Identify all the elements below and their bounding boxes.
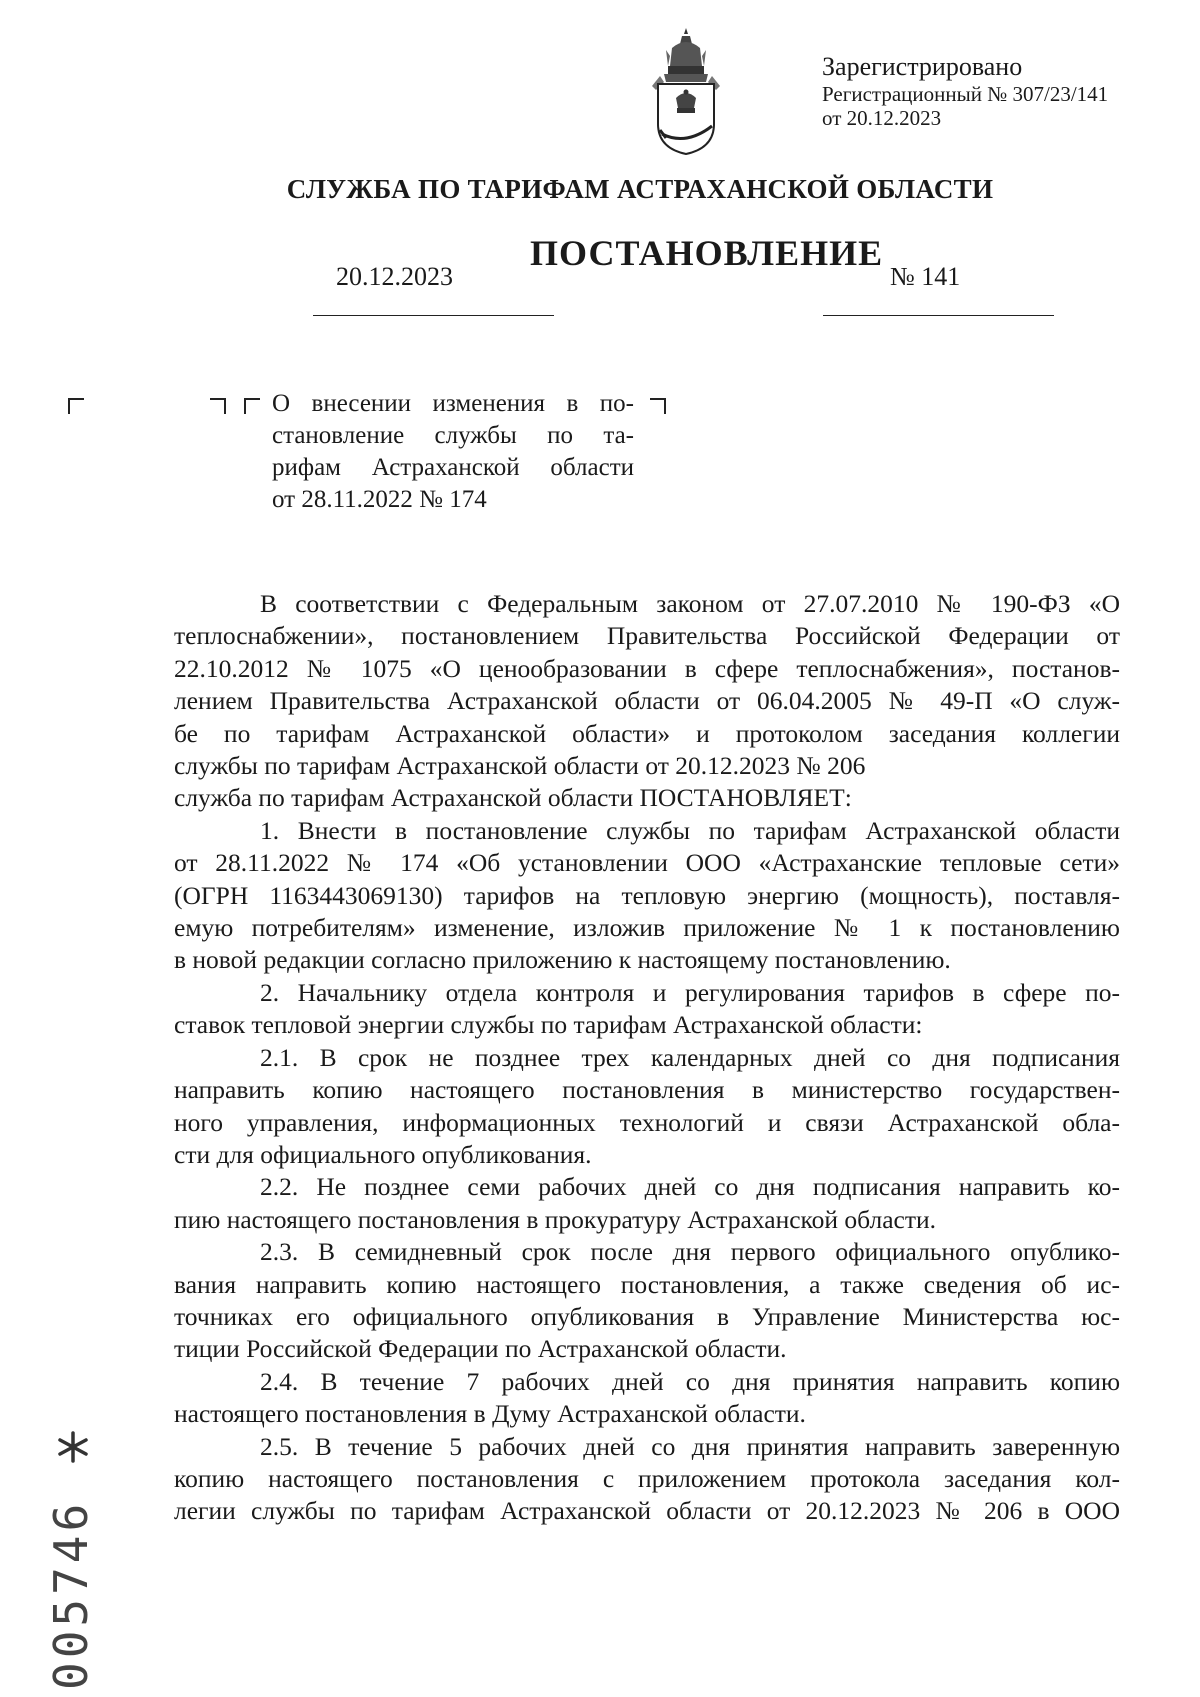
document-date: 20.12.2023 xyxy=(336,262,453,291)
body-line: копию настоящего постановления с приложением протокола заседания кол- xyxy=(174,1463,1120,1493)
body-line: служба по тарифам Астраханской области ПОСТАНОВЛЯЕТ: xyxy=(174,783,852,813)
body-line: легии службы по тарифам Астраханской области от 20.12.2023 № 206 в ООО xyxy=(174,1496,1120,1526)
subject-line: рифам Астраханской области xyxy=(272,454,634,481)
body-line: тиции Российской Федерации по Астраханской области. xyxy=(174,1334,787,1364)
body-line: лением Правительства Астраханской области от 06.04.2005 № 49-П «О служ- xyxy=(174,686,1120,716)
body-line: сти для официального опубликования. xyxy=(174,1139,592,1169)
registration-title: Зарегистрировано xyxy=(822,52,1023,81)
body-line: (ОГРН 1163443069130) тарифов на тепловую энергию (мощность), поставля- xyxy=(174,880,1120,910)
corner-mark-right xyxy=(650,398,666,414)
body-line: 2.3. В семидневный срок после дня первого официального опублико- xyxy=(260,1237,1120,1267)
subject-line: О внесении изменения в по- xyxy=(272,390,634,417)
body-line: 2.4. В течение 7 рабочих дней со дня принятия направить копию xyxy=(260,1366,1120,1396)
document-body xyxy=(174,588,1120,1528)
registration-number: Регистрационный № 307/23/141 xyxy=(822,81,1109,106)
body-line: 1. Внести в постановление службы по тарифам Астраханской области xyxy=(260,815,1120,845)
body-line: 2. Начальнику отдела контроля и регулирования тарифов в сфере по- xyxy=(260,977,1120,1007)
body-line: настоящего постановления в Думу Астраханской области. xyxy=(174,1399,806,1429)
body-line: емую потребителям» изменение, изложив приложение № 1 к постановлению xyxy=(174,913,1120,943)
corner-mark xyxy=(210,398,226,414)
body-line: теплоснабжении», постановлением Правительства Российской Федерации от xyxy=(174,621,1120,651)
document-type: ПОСТАНОВЛЕНИЕ xyxy=(530,233,884,273)
body-line: службы по тарифам Астраханской области от 20.12.2023 № 206 xyxy=(174,751,866,781)
body-line: 2.5. В течение 5 рабочих дней со дня принятия направить заверенную xyxy=(260,1431,1120,1461)
subject-line: становление службы по та- xyxy=(272,422,634,449)
body-line: ставок тепловой энергии службы по тарифам Астраханской области: xyxy=(174,1010,923,1040)
body-line: 22.10.2012 № 1075 «О ценообразовании в сфере теплоснабжения», постанов- xyxy=(174,653,1120,683)
document-number: № 141 xyxy=(890,262,961,291)
serial-digits: 005746 xyxy=(44,1499,98,1690)
organization-name: СЛУЖБА ПО ТАРИФАМ АСТРАХАНСКОЙ ОБЛАСТИ xyxy=(286,174,994,204)
body-line: В соответствии с Федеральным законом от 27.07.2010 № 190-ФЗ «О xyxy=(260,589,1120,618)
date-underline xyxy=(313,315,554,316)
body-line: ного управления, информационных технологий и связи Астраханской обла- xyxy=(174,1107,1120,1137)
body-line: направить копию настоящего постановления в министерство государствен- xyxy=(174,1075,1120,1105)
corner-mark-left xyxy=(68,398,84,414)
number-underline xyxy=(823,315,1054,316)
document-subject xyxy=(272,388,634,516)
body-line: в новой редакции согласно приложению к настоящему постановлению. xyxy=(174,945,951,975)
side-serial-stamp xyxy=(38,1430,104,1690)
registration-stamp xyxy=(822,52,1108,130)
body-line: точниках его официального опубликования в Управление Министерства юс- xyxy=(174,1301,1120,1331)
registration-date: от 20.12.2023 xyxy=(822,106,942,131)
body-line: бе по тарифам Астраханской области» и протоколом заседания коллегии xyxy=(174,718,1120,748)
coat-of-arms-icon xyxy=(648,26,724,156)
subject-line: от 28.11.2022 № 174 xyxy=(272,486,487,513)
body-line: 2.1. В срок не позднее трех календарных дней со дня подписания xyxy=(260,1042,1120,1072)
body-line: 2.2. Не позднее семи рабочих дней со дня подписания направить ко- xyxy=(260,1172,1120,1202)
body-line: от 28.11.2022 № 174 «Об установлении ООО «Астраханские тепловые сети» xyxy=(174,848,1120,878)
corner-mark xyxy=(244,398,260,414)
body-line: вания направить копию настоящего постановления, а также сведения об ис- xyxy=(174,1269,1120,1299)
body-line: пию настоящего постановления в прокуратуру Астраханской области. xyxy=(174,1204,937,1234)
